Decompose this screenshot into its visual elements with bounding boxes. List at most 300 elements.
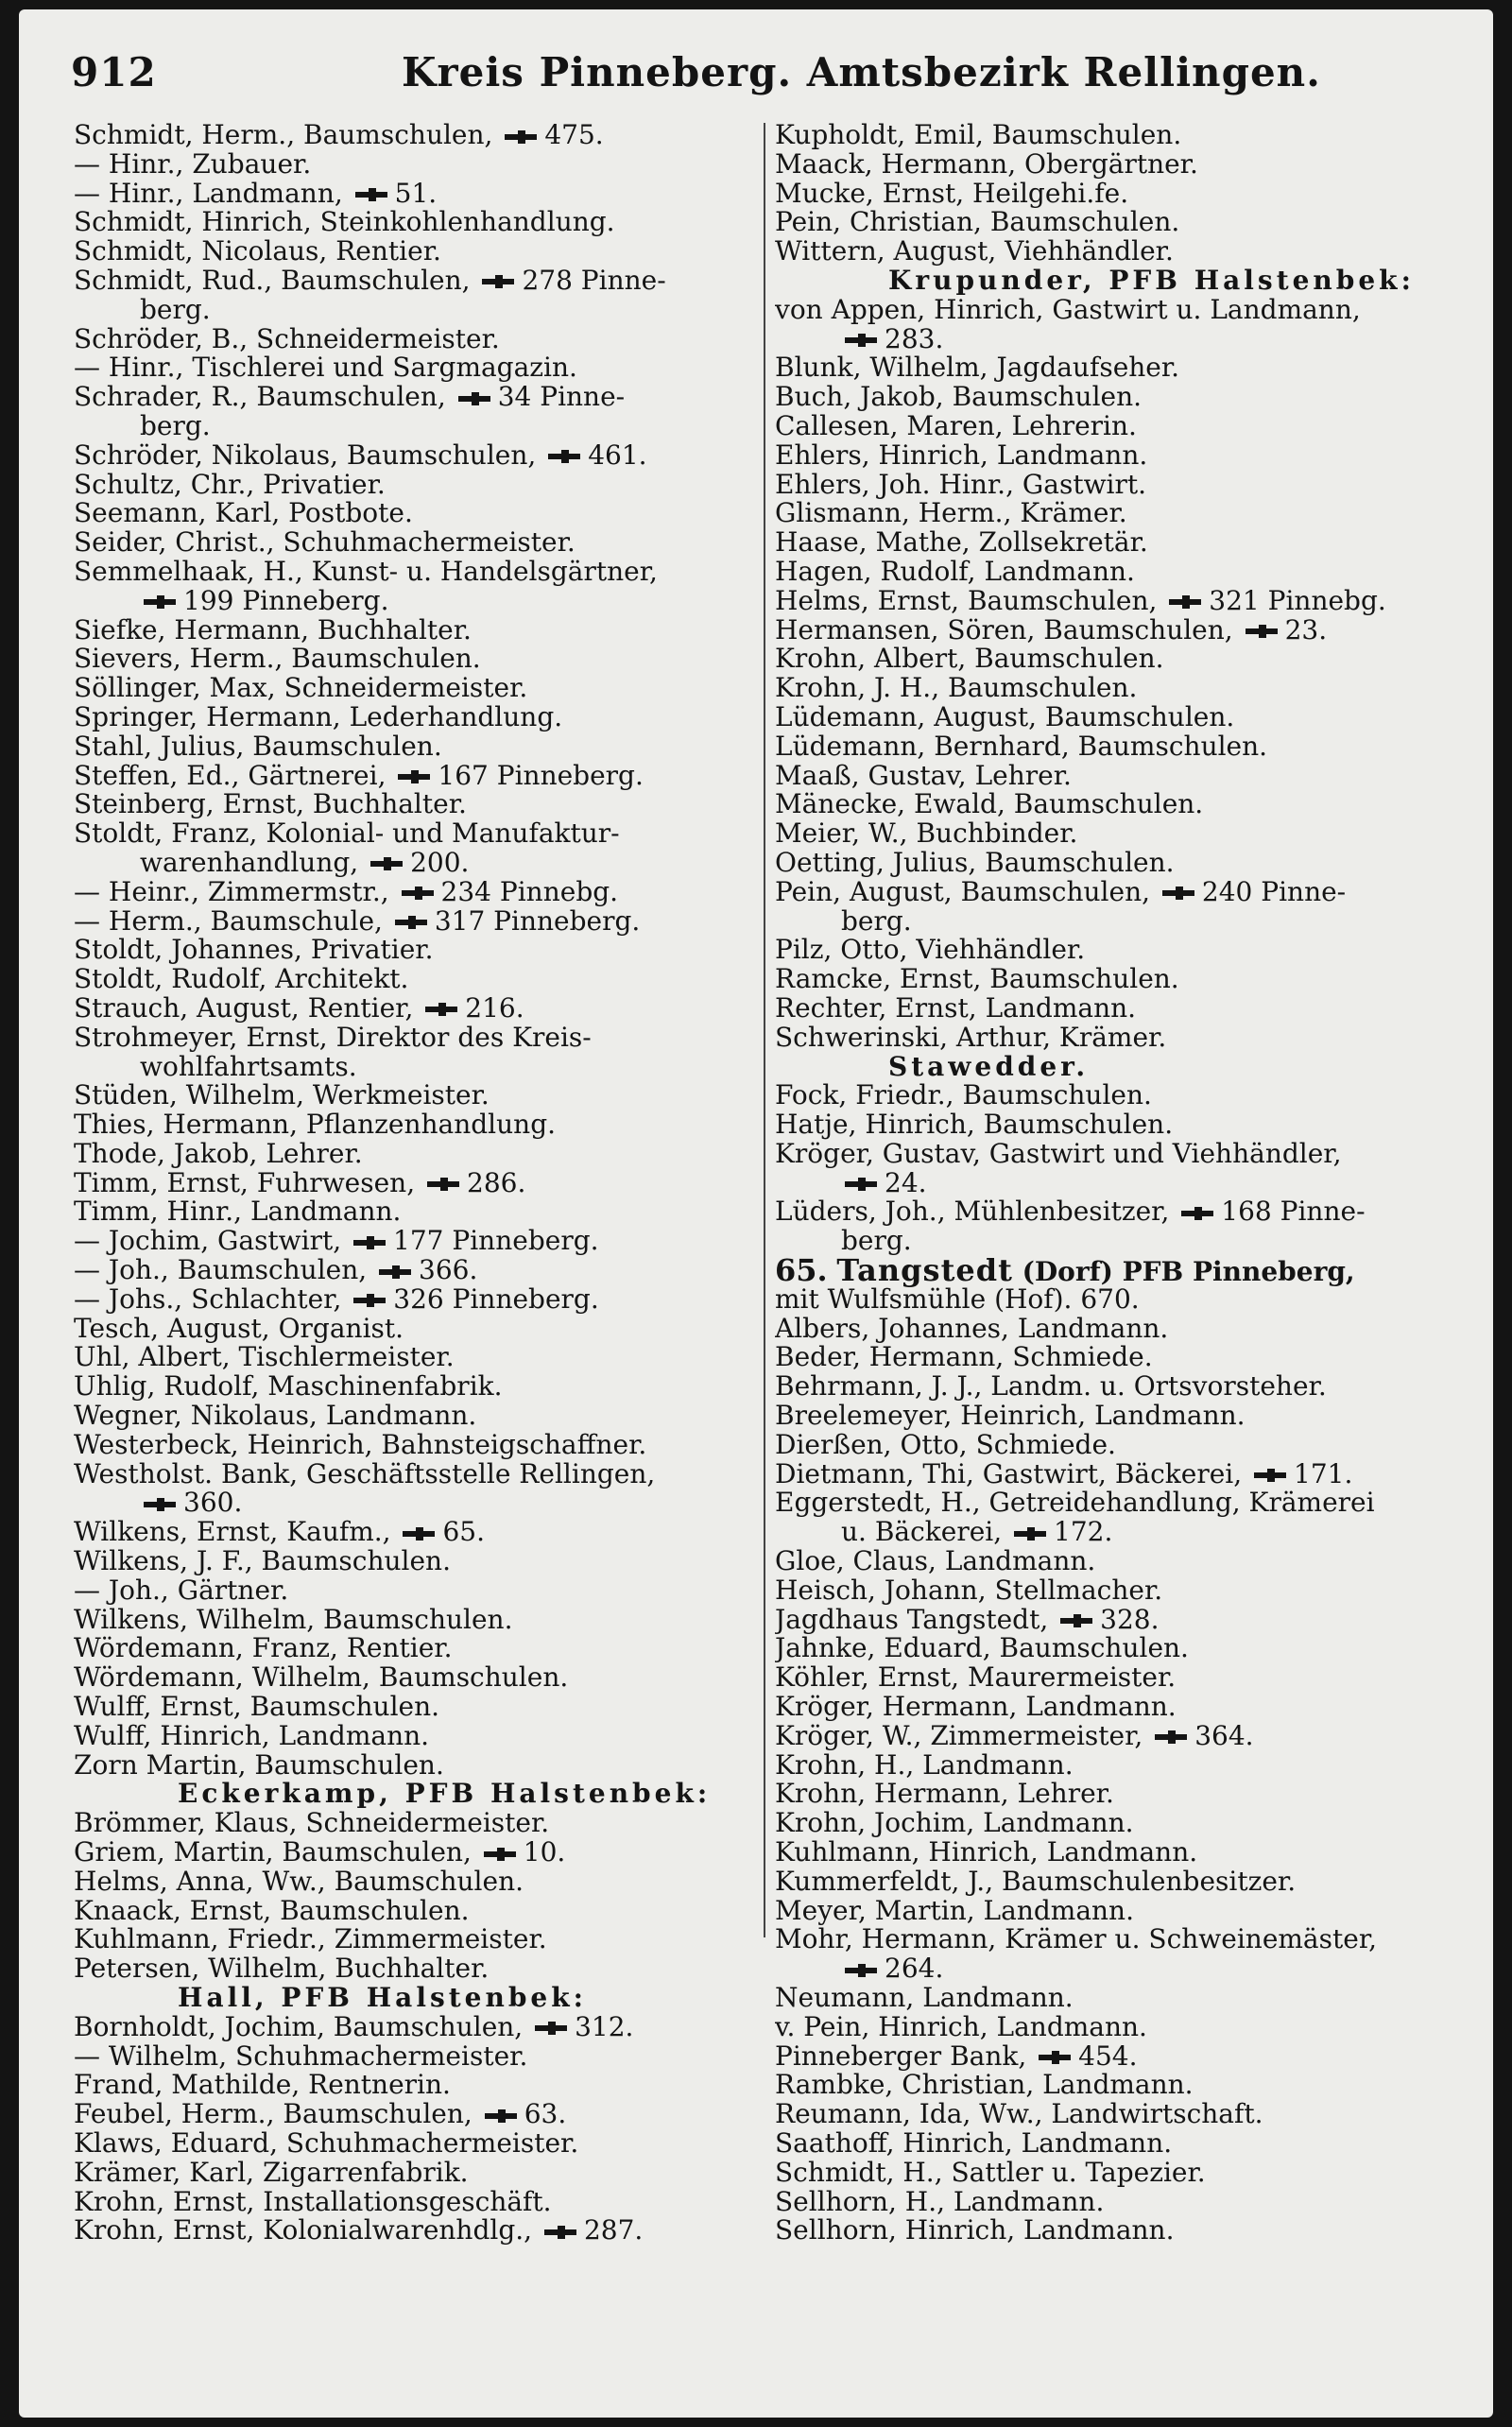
directory-entry — [775, 1722, 1455, 1751]
entry-text: von Appen, Hinrich, Gastwirt u. Landmann, — [775, 295, 1361, 325]
directory-entry — [775, 2159, 1455, 2188]
entry-text: Thies, Hermann, Pflanzenhandlung. — [74, 1110, 557, 1140]
directory-entry — [74, 1518, 754, 1547]
directory-entry — [74, 936, 754, 965]
directory-entry — [74, 1372, 754, 1402]
phone-number: 167 Pinneberg. — [438, 761, 644, 791]
directory-entry — [74, 2100, 754, 2129]
entry-text: Lüders, Joh., Mühlenbesitzer, — [775, 1197, 1178, 1228]
section-heading: Eckerkamp, PFB Halstenbek: — [178, 1778, 712, 1810]
entry-text: — Hinr., Zubauer. — [74, 149, 312, 180]
telephone-hand-icon — [144, 594, 176, 611]
directory-entry — [775, 2042, 1455, 2072]
entry-text: Kupholdt, Emil, Baumschulen. — [775, 121, 1182, 150]
directory-entry — [775, 587, 1455, 616]
entry-text: Wilkens, J. F., Baumschulen. — [74, 1547, 451, 1576]
directory-entry — [775, 1925, 1455, 1954]
entry-text: Bornholdt, Jochim, Baumschulen, — [74, 2012, 532, 2042]
telephone-hand-icon — [1162, 885, 1194, 902]
phone-number: 240 Pinne- — [1201, 877, 1347, 907]
directory-entry — [775, 907, 1455, 937]
directory-entry — [775, 471, 1455, 500]
directory-entry — [775, 237, 1455, 267]
directory-entry — [775, 790, 1455, 819]
entry-text: Behrmann, J. J., Landm. u. Ortsvorsteher. — [775, 1372, 1327, 1403]
directory-entry — [775, 121, 1455, 150]
directory-entry — [74, 499, 754, 528]
directory-entry — [74, 1460, 754, 1489]
entry-text: Griem, Martin, Baumschulen, — [74, 1838, 480, 1868]
directory-entry — [775, 878, 1455, 907]
entry-text: Kröger, W., Zimmermeister, — [775, 1721, 1152, 1751]
directory-entry — [775, 1868, 1455, 1897]
entry-text: mit Wulfsmühle (Hof). 670. — [775, 1284, 1140, 1315]
entry-text: Dietmann, Thi, Gastwirt, Bäckerei, — [775, 1459, 1251, 1489]
directory-entry — [775, 1372, 1455, 1402]
entry-text: Kröger, Gustav, Gastwirt und Viehhändler, — [775, 1139, 1342, 1169]
phone-number: 366. — [419, 1256, 478, 1285]
entry-text: Kuhlmann, Friedr., Zimmermeister. — [74, 1925, 547, 1955]
entry-text: Lüdemann, August, Baumschulen. — [775, 702, 1235, 732]
directory-entry — [74, 1081, 754, 1110]
directory-entry — [74, 965, 754, 994]
entry-text: Maaß, Gustav, Lehrer. — [775, 761, 1072, 791]
directory-entry — [775, 558, 1455, 587]
entry-text: Schröder, Nikolaus, Baumschulen, — [74, 440, 545, 471]
entry-text: Stoldt, Johannes, Privatier. — [74, 936, 434, 966]
telephone-hand-icon — [535, 2020, 567, 2037]
directory-entry — [775, 1024, 1455, 1053]
entry-text: Sellhorn, H., Landmann. — [775, 2187, 1105, 2217]
entry-text: Lüdemann, Bernhard, Baumschulen. — [775, 732, 1268, 762]
phone-number: 283. — [885, 324, 944, 354]
telephone-hand-icon — [398, 768, 430, 785]
entry-text: Wilkens, Wilhelm, Baumschulen. — [74, 1605, 513, 1635]
directory-entry — [74, 732, 754, 762]
directory-entry — [775, 1547, 1455, 1576]
entry-text: Krohn, H., Landmann. — [775, 1750, 1074, 1781]
entry-text: Pinneberger Bank, — [775, 2041, 1036, 2072]
entry-text: Krohn, Ernst, Kolonialwarenhdlg., — [74, 2216, 541, 2246]
directory-entry — [775, 645, 1455, 674]
directory-entry — [775, 762, 1455, 791]
entry-text: Pilz, Otto, Viehhändler. — [775, 936, 1086, 966]
phone-number: 286. — [467, 1168, 526, 1198]
entry-text: Dierßen, Otto, Schmiede. — [775, 1430, 1116, 1460]
directory-entry — [775, 150, 1455, 180]
directory-entry — [74, 353, 754, 383]
entry-text: Wördemann, Franz, Rentier. — [74, 1634, 453, 1664]
telephone-hand-icon — [1014, 1525, 1046, 1542]
directory-entry — [775, 383, 1455, 412]
directory-entry — [775, 994, 1455, 1024]
directory-entry — [775, 1809, 1455, 1838]
directory-entry — [74, 790, 754, 819]
telephone-hand-icon — [353, 1234, 386, 1251]
entry-text: — Herm., Baumschule, — [74, 906, 391, 937]
telephone-hand-icon — [845, 1962, 877, 1979]
telephone-hand-icon — [1254, 1467, 1286, 1484]
entry-text: — Joh., Baumschulen, — [74, 1256, 376, 1285]
directory-entry — [775, 1634, 1455, 1663]
phone-number: 454. — [1078, 2041, 1138, 2072]
directory-entry — [74, 558, 754, 587]
phone-number: 475. — [544, 121, 604, 150]
directory-entry — [775, 2013, 1455, 2042]
telephone-hand-icon — [403, 1525, 435, 1542]
entry-text: u. Bäckerei, — [841, 1518, 1011, 1548]
entry-text: Kröger, Hermann, Landmann. — [775, 1693, 1177, 1722]
directory-entry — [74, 1897, 754, 1926]
directory-entry — [74, 1169, 754, 1198]
phone-number: 63. — [524, 2100, 567, 2129]
directory-entry — [775, 1343, 1455, 1372]
entry-text: Mohr, Hermann, Krämer u. Schweinemäster, — [775, 1925, 1378, 1955]
entry-text: berg. — [841, 1227, 912, 1257]
entry-text: Helms, Ernst, Baumschulen, — [775, 586, 1166, 616]
directory-entry — [775, 1751, 1455, 1781]
directory-entry — [775, 819, 1455, 849]
directory-entry — [74, 1489, 754, 1518]
directory-entry — [74, 2159, 754, 2188]
entry-text: — Johs., Schlachter, — [74, 1284, 351, 1315]
telephone-hand-icon — [1039, 2049, 1071, 2066]
entry-text: Semmelhaak, H., Kunst- u. Handelsgärtner, — [74, 557, 658, 587]
directory-entry — [74, 2129, 754, 2159]
telephone-hand-icon — [1169, 594, 1201, 611]
telephone-hand-icon — [353, 1292, 386, 1309]
entry-text: Klaws, Eduard, Schuhmachermeister. — [74, 2128, 579, 2159]
directory-entry — [775, 1518, 1455, 1547]
directory-entry — [74, 616, 754, 645]
directory-entry — [74, 1140, 754, 1169]
entry-text: Köhler, Ernst, Maurermeister. — [775, 1663, 1177, 1694]
entry-text: Steinberg, Ernst, Buchhalter. — [74, 790, 467, 820]
entry-text: Knaack, Ernst, Baumschulen. — [74, 1896, 470, 1926]
phone-number: 317 Pinneberg. — [434, 906, 641, 937]
entry-text: Uhl, Albert, Tischlermeister. — [74, 1343, 455, 1373]
directory-entry — [74, 703, 754, 732]
directory-entry — [775, 1663, 1455, 1693]
entry-text: — Wilhelm, Schuhmachermeister. — [74, 2041, 528, 2072]
telephone-hand-icon — [485, 2108, 517, 2125]
entry-text: Timm, Ernst, Fuhrwesen, — [74, 1168, 424, 1198]
directory-entry — [775, 1693, 1455, 1722]
section-details: (Dorf) PFB Pinneberg, — [1012, 1256, 1355, 1288]
directory-entry — [775, 732, 1455, 762]
entry-text: Schmidt, Rud., Baumschulen, — [74, 266, 479, 296]
entry-text: Fock, Friedr., Baumschulen. — [775, 1081, 1152, 1111]
entry-text: Strauch, August, Rentier, — [74, 993, 422, 1024]
entry-text: Zorn Martin, Baumschulen. — [74, 1750, 444, 1781]
entry-text: Seider, Christ., Schuhmachermeister. — [74, 528, 576, 558]
entry-text: Brömmer, Klaus, Schneidermeister. — [74, 1809, 550, 1839]
directory-entry — [74, 121, 754, 150]
directory-entry — [775, 325, 1455, 354]
entry-text: Callesen, Maren, Lehrerin. — [775, 411, 1137, 441]
entry-text: Krohn, Jochim, Landmann. — [775, 1809, 1134, 1839]
directory-entry — [74, 1606, 754, 1635]
directory-entry — [74, 1227, 754, 1256]
directory-entry — [775, 1780, 1455, 1809]
phone-number: 23. — [1284, 615, 1328, 645]
entry-text: Pein, August, Baumschulen, — [775, 877, 1159, 907]
entry-text: Frand, Mathilde, Rentnerin. — [74, 2071, 451, 2101]
telephone-hand-icon — [379, 1264, 411, 1281]
entry-text: Krohn, Albert, Baumschulen. — [775, 645, 1164, 675]
directory-entry — [775, 1489, 1455, 1518]
entry-text: Feubel, Herm., Baumschulen, — [74, 2100, 481, 2129]
entry-text: Siefke, Hermann, Buchhalter. — [74, 615, 472, 645]
entry-text: Schmidt, Hinrich, Steinkohlenhandlung. — [74, 208, 615, 238]
directory-page — [19, 9, 1493, 2418]
directory-entry — [775, 2188, 1455, 2217]
directory-entry — [74, 528, 754, 558]
entry-text: Strohmeyer, Ernst, Direktor des Kreis- — [74, 1023, 592, 1053]
phone-number: 172. — [1054, 1518, 1113, 1548]
phone-number: 200. — [410, 848, 470, 878]
entry-text: berg. — [841, 906, 912, 937]
directory-entry — [74, 1634, 754, 1663]
directory-entry — [74, 471, 754, 500]
directory-entry — [775, 936, 1455, 965]
directory-entry — [775, 528, 1455, 558]
directory-entry — [74, 849, 754, 878]
directory-entry — [74, 907, 754, 937]
entry-text: — Hinr., Landmann, — [74, 179, 352, 209]
directory-entry — [74, 1053, 754, 1082]
entry-text: Blunk, Wilhelm, Jagdaufseher. — [775, 353, 1180, 384]
directory-entry — [74, 1197, 754, 1227]
directory-entry — [775, 674, 1455, 703]
section-heading: Krupunder, PFB Halstenbek: — [888, 264, 1415, 296]
directory-entry — [74, 1402, 754, 1431]
telephone-hand-icon — [427, 1176, 459, 1193]
entry-text: Wittern, August, Viehhändler. — [775, 237, 1174, 267]
directory-entry — [74, 994, 754, 1024]
directory-entry — [775, 499, 1455, 528]
directory-entry — [74, 1547, 754, 1576]
directory-entry — [775, 1140, 1455, 1169]
telephone-hand-icon — [355, 186, 387, 203]
telephone-hand-icon — [395, 914, 427, 931]
entry-text: Westholst. Bank, Geschäftsstelle Rellingen, — [74, 1459, 656, 1489]
directory-entry — [74, 325, 754, 354]
directory-entry — [775, 1197, 1455, 1227]
directory-entry — [74, 1751, 754, 1781]
entry-text: Meier, W., Buchbinder. — [775, 819, 1078, 849]
phone-number: 168 Pinne- — [1221, 1197, 1366, 1228]
phone-number: 65. — [442, 1518, 486, 1548]
telephone-hand-icon — [1060, 1612, 1092, 1629]
entry-text: Breelemeyer, Heinrich, Landmann. — [775, 1402, 1246, 1431]
directory-entry — [74, 2071, 754, 2100]
telephone-hand-icon — [544, 2224, 576, 2241]
entry-text: Glismann, Herm., Krämer. — [775, 499, 1127, 529]
entry-text: warenhandlung, — [140, 848, 368, 878]
directory-entry — [74, 1315, 754, 1344]
entry-text: Wulff, Hinrich, Landmann. — [74, 1721, 430, 1751]
directory-entry — [74, 1809, 754, 1838]
entry-text: Schrader, R., Baumschulen, — [74, 383, 455, 412]
telephone-hand-icon — [548, 448, 580, 465]
directory-entry — [74, 1838, 754, 1868]
entry-text: Kuhlmann, Hinrich, Landmann. — [775, 1838, 1198, 1868]
directory-entry — [74, 180, 754, 209]
directory-entry — [775, 441, 1455, 471]
entry-text: — Joh., Gärtner. — [74, 1575, 289, 1606]
entry-text: — Heinr., Zimmermstr., — [74, 877, 398, 907]
page-title: Kreis Pinneberg. Amtsbezirk Rellingen. — [402, 49, 1321, 95]
entry-text: Haase, Mathe, Zollsekretär. — [775, 528, 1148, 558]
entry-text: Eggerstedt, H., Getreidehandlung, Krämerei — [775, 1489, 1375, 1519]
entry-text: Pein, Christian, Baumschulen. — [775, 208, 1180, 238]
directory-entry — [775, 1984, 1455, 2013]
directory-entry — [74, 1256, 754, 1285]
phone-number: 171. — [1294, 1459, 1353, 1489]
page-number: 912 — [71, 49, 157, 95]
phone-number: 360. — [183, 1489, 243, 1519]
entry-text: Mucke, Ernst, Heilgehi.fe. — [775, 179, 1129, 209]
directory-entry — [775, 2216, 1455, 2246]
entry-text: Stoldt, Franz, Kolonial- und Manufaktur- — [74, 819, 620, 849]
directory-entry — [74, 2013, 754, 2042]
entry-text: Krämer, Karl, Zigarrenfabrik. — [74, 2158, 469, 2188]
entry-text: Buch, Jakob, Baumschulen. — [775, 383, 1143, 412]
entry-text: Schmidt, Herm., Baumschulen, — [74, 121, 502, 150]
phone-number: 51. — [394, 179, 438, 209]
entry-text: Ehlers, Hinrich, Landmann. — [775, 440, 1148, 471]
entry-text: Schmidt, H., Sattler u. Tapezier. — [775, 2158, 1206, 2188]
entry-text: — Hinr., Tischlerei und Sargmagazin. — [74, 353, 577, 384]
directory-entry — [74, 383, 754, 412]
phone-number: 326 Pinneberg. — [393, 1284, 599, 1315]
entry-text: Wördemann, Wilhelm, Baumschulen. — [74, 1663, 569, 1694]
entry-text: Gloe, Claus, Landmann. — [775, 1547, 1096, 1576]
directory-entry — [74, 2188, 754, 2217]
directory-entry — [775, 2071, 1455, 2100]
directory-entry — [74, 819, 754, 849]
page-header — [71, 49, 1451, 115]
directory-entry — [775, 849, 1455, 878]
directory-entry — [775, 1431, 1455, 1460]
telephone-hand-icon — [1155, 1729, 1187, 1746]
directory-entry — [74, 1285, 754, 1315]
phone-number: 34 Pinne- — [497, 383, 626, 412]
entry-text: Springer, Hermann, Lederhandlung. — [74, 702, 563, 732]
entry-text: Schultz, Chr., Privatier. — [74, 470, 386, 500]
directory-entry — [74, 2042, 754, 2072]
directory-entry — [775, 1081, 1455, 1110]
phone-number: 461. — [588, 440, 647, 471]
entry-text: Krohn, Hermann, Lehrer. — [775, 1780, 1114, 1810]
place-section-header — [775, 1252, 1455, 1289]
entry-text: Kummerfeldt, J., Baumschulenbesitzer. — [775, 1867, 1297, 1897]
telephone-hand-icon — [482, 273, 514, 290]
directory-entry — [74, 762, 754, 791]
entry-text: Heisch, Johann, Stellmacher. — [775, 1575, 1163, 1606]
entry-text: Stüden, Wilhelm, Werkmeister. — [74, 1081, 490, 1111]
entry-text: Söllinger, Max, Schneidermeister. — [74, 674, 528, 703]
directory-entry — [74, 208, 754, 237]
directory-entry — [74, 674, 754, 703]
entry-text: Beder, Hermann, Schmiede. — [775, 1343, 1153, 1373]
entry-text: Stahl, Julius, Baumschulen. — [74, 732, 442, 762]
directory-entry — [775, 2100, 1455, 2129]
directory-entry — [775, 1460, 1455, 1489]
phone-number: 364. — [1194, 1721, 1254, 1751]
telephone-hand-icon — [845, 332, 877, 349]
directory-entry — [74, 587, 754, 616]
phone-number: 328. — [1100, 1605, 1160, 1635]
phone-number: 24. — [885, 1168, 927, 1198]
section-heading: Stawedder. — [888, 1050, 1090, 1082]
entry-text: Uhlig, Rudolf, Maschinenfabrik. — [74, 1372, 503, 1403]
directory-entry — [74, 1343, 754, 1372]
phone-number: 177 Pinneberg. — [393, 1227, 599, 1257]
telephone-hand-icon — [144, 1496, 176, 1513]
phone-number: 199 Pinneberg. — [183, 586, 389, 616]
directory-entry — [775, 1954, 1455, 1984]
directory-entry — [775, 1576, 1455, 1606]
entry-text: Wilkens, Ernst, Kaufm., — [74, 1518, 400, 1548]
directory-entry — [74, 878, 754, 907]
entry-text: Ehlers, Joh. Hinr., Gastwirt. — [775, 470, 1147, 500]
directory-entry — [74, 150, 754, 180]
entry-text: Rechter, Ernst, Landmann. — [775, 993, 1137, 1024]
entry-text: Tesch, August, Organist. — [74, 1314, 404, 1344]
directory-entry — [74, 1024, 754, 1053]
directory-entry — [775, 353, 1455, 383]
directory-entry — [74, 1925, 754, 1954]
directory-entry — [775, 703, 1455, 732]
entry-text: Krohn, J. H., Baumschulen. — [775, 674, 1138, 703]
entry-text: Rambke, Christian, Landmann. — [775, 2071, 1194, 2101]
phone-number: 216. — [465, 993, 524, 1024]
directory-entry — [74, 1954, 754, 1984]
telephone-hand-icon — [425, 1001, 457, 1018]
telephone-hand-icon — [845, 1176, 877, 1193]
directory-entry — [775, 1897, 1455, 1926]
phone-number: 312. — [575, 2012, 634, 2042]
entry-text: Steffen, Ed., Gärtnerei, — [74, 761, 395, 791]
entry-text: Helms, Anna, Ww., Baumschulen. — [74, 1867, 524, 1897]
directory-entry — [74, 237, 754, 267]
entry-text: v. Pein, Hinrich, Landmann. — [775, 2012, 1147, 2042]
directory-entry — [74, 1663, 754, 1693]
telephone-hand-icon — [370, 855, 403, 872]
entry-text: Meyer, Martin, Landmann. — [775, 1896, 1134, 1926]
entry-text: Saathoff, Hinrich, Landmann. — [775, 2128, 1173, 2159]
directory-entry — [74, 441, 754, 471]
entry-text: Thode, Jakob, Lehrer. — [74, 1139, 363, 1169]
entry-text: Stoldt, Rudolf, Architekt. — [74, 965, 409, 994]
entry-text: wohlfahrtsamts. — [140, 1052, 357, 1082]
telephone-hand-icon — [458, 390, 490, 407]
directory-entry — [775, 296, 1455, 325]
directory-entry — [775, 1402, 1455, 1431]
directory-entry — [775, 2129, 1455, 2159]
directory-entry — [775, 1838, 1455, 1868]
telephone-hand-icon — [402, 885, 434, 902]
phone-number: 234 Pinnebg. — [440, 877, 619, 907]
column-divider — [764, 123, 765, 1937]
phone-number: 321 Pinnebg. — [1209, 586, 1386, 616]
phone-number: 264. — [885, 1954, 944, 1984]
entry-text: Wegner, Nikolaus, Landmann. — [74, 1402, 477, 1431]
right-column — [775, 121, 1455, 2246]
entry-text: Schmidt, Nicolaus, Rentier. — [74, 237, 441, 267]
